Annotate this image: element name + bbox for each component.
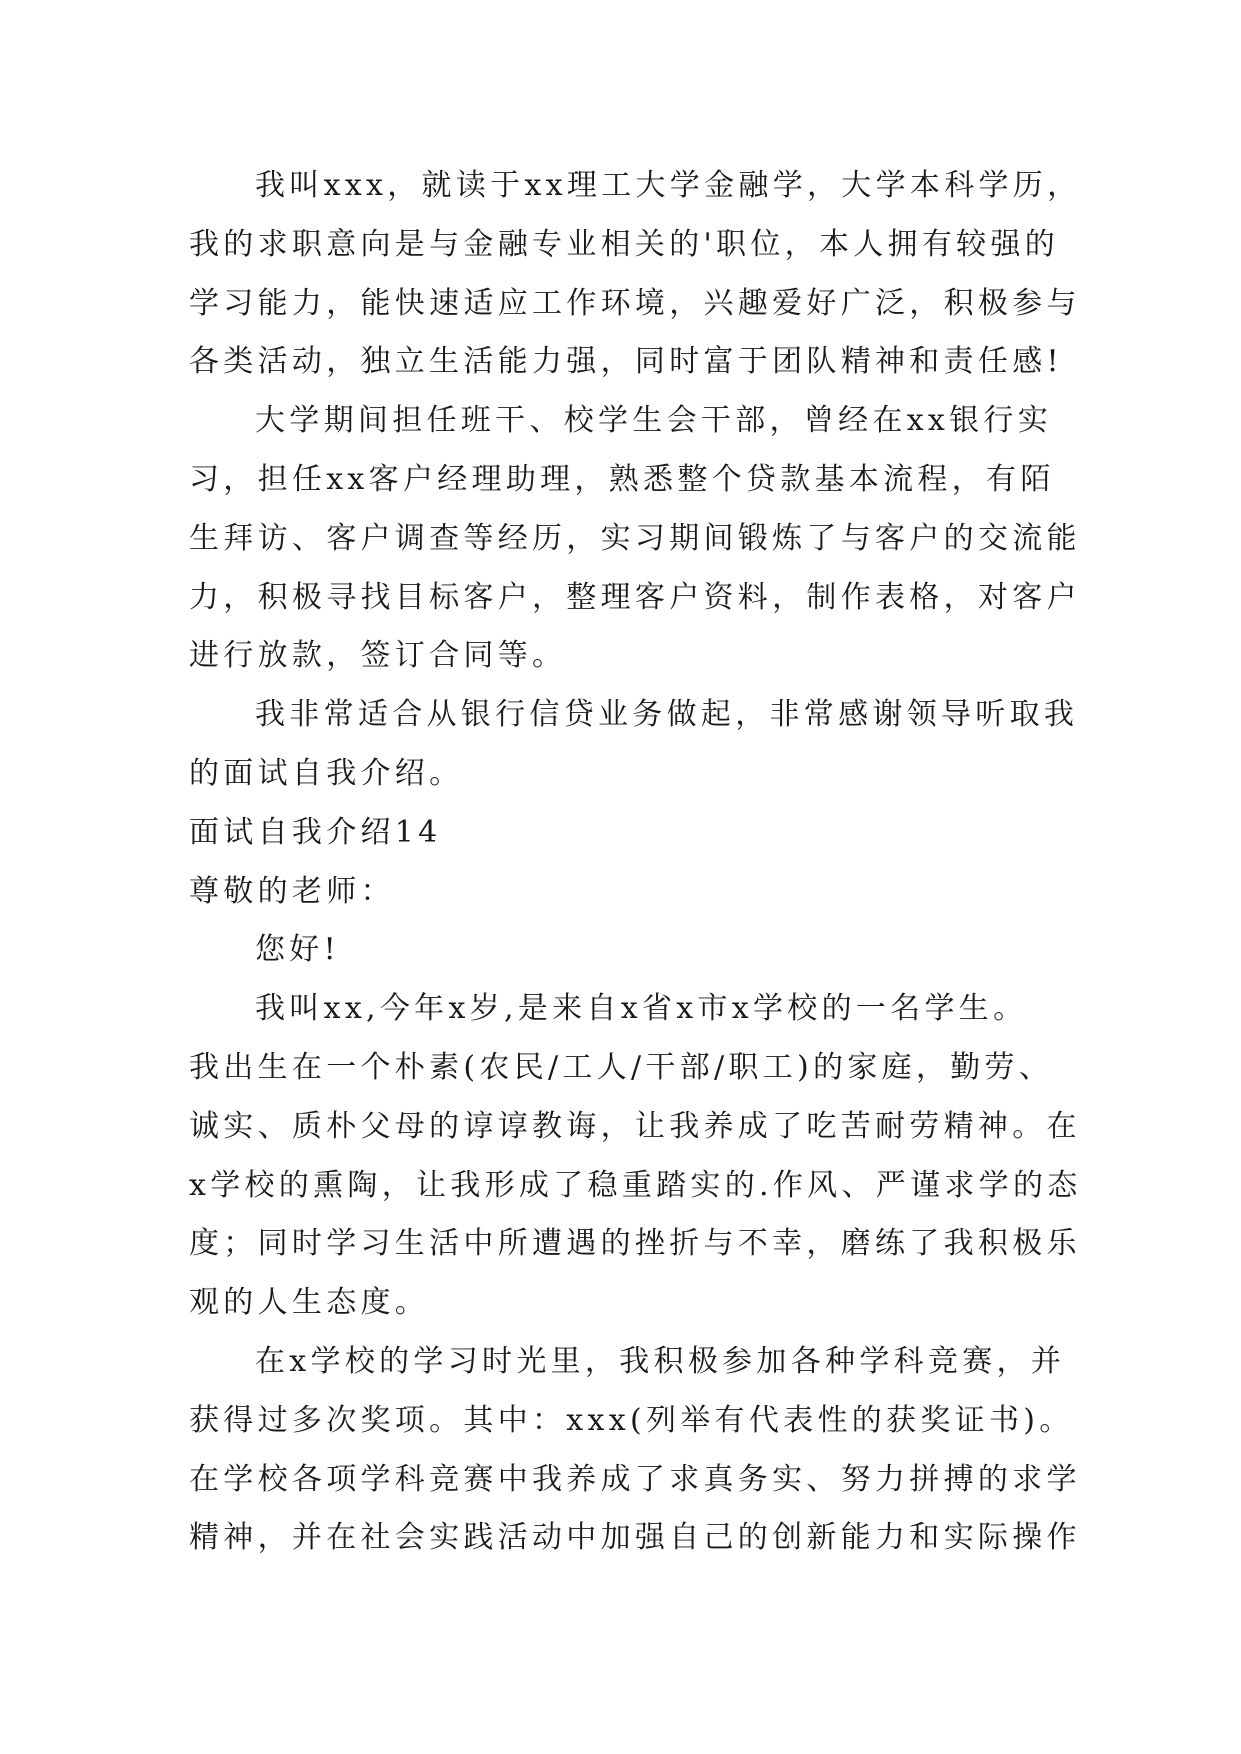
paragraph-line: 的面试自我介绍。 [189,755,464,791]
paragraph-line: 我的求职意向是与金融专业相关的'职位，本人拥有较强的 [189,226,1060,262]
paragraph-line: 在x学校的学习时光里，我积极参加各种学科竞赛，并 [255,1343,1066,1379]
section-heading: 面试自我介绍14 [189,814,442,850]
paragraph-line: 我非常适合从银行信贷业务做起，非常感谢领导听取我 [255,697,1079,733]
paragraph-line: 精神，并在社会实践活动中加强自己的创新能力和实际操作 [189,1520,1081,1556]
greeting: 您好! [255,932,340,968]
paragraph-line: 力，积极寻找目标客户，整理客户资料，制作表格，对客户 [189,579,1081,615]
paragraph-line: 我出生在一个朴素(农民/工人/干部/职工)的家庭，勤劳、 [189,1049,1054,1085]
paragraph-line: 在学校各项学科竞赛中我养成了求真务实、努力拼搏的求学 [189,1461,1081,1497]
paragraph-line: 诚实、质朴父母的谆谆教诲，让我养成了吃苦耐劳精神。在 [189,1108,1081,1144]
salutation: 尊敬的老师： [189,873,395,909]
paragraph-line: 观的人生态度。 [189,1285,430,1321]
paragraph-line: 进行放款，签订合同等。 [189,638,567,674]
paragraph-line: 各类活动，独立生活能力强，同时富于团队精神和责任感! [189,344,1063,380]
paragraph-line: 习，担任xx客户经理助理，熟悉整个贷款基本流程，有陌 [189,461,1055,497]
paragraph-line: 获得过多次奖项。其中：xxx(列举有代表性的获奖证书)。 [189,1402,1074,1438]
paragraph-line: 大学期间担任班干、校学生会干部，曾经在xx银行实 [255,403,1053,439]
paragraph-line: 度；同时学习生活中所遭遇的挫折与不幸，磨练了我积极乐 [189,1226,1081,1262]
document-body [189,157,1082,1568]
paragraph-line: 我叫xxx，就读于xx理工大学金融学，大学本科学历， [255,168,1082,203]
paragraph-line: 学习能力，能快速适应工作环境，兴趣爱好广泛，积极参与 [189,285,1081,321]
paragraph-line: 我叫xx,今年x岁,是来自x省x市x学校的一名学生。 [255,991,1028,1027]
paragraph-line: x学校的熏陶，让我形成了稳重踏实的.作风、严谨求学的态 [189,1167,1082,1203]
paragraph-line: 生拜访、客户调查等经历，实习期间锻炼了与客户的交流能 [189,520,1081,556]
